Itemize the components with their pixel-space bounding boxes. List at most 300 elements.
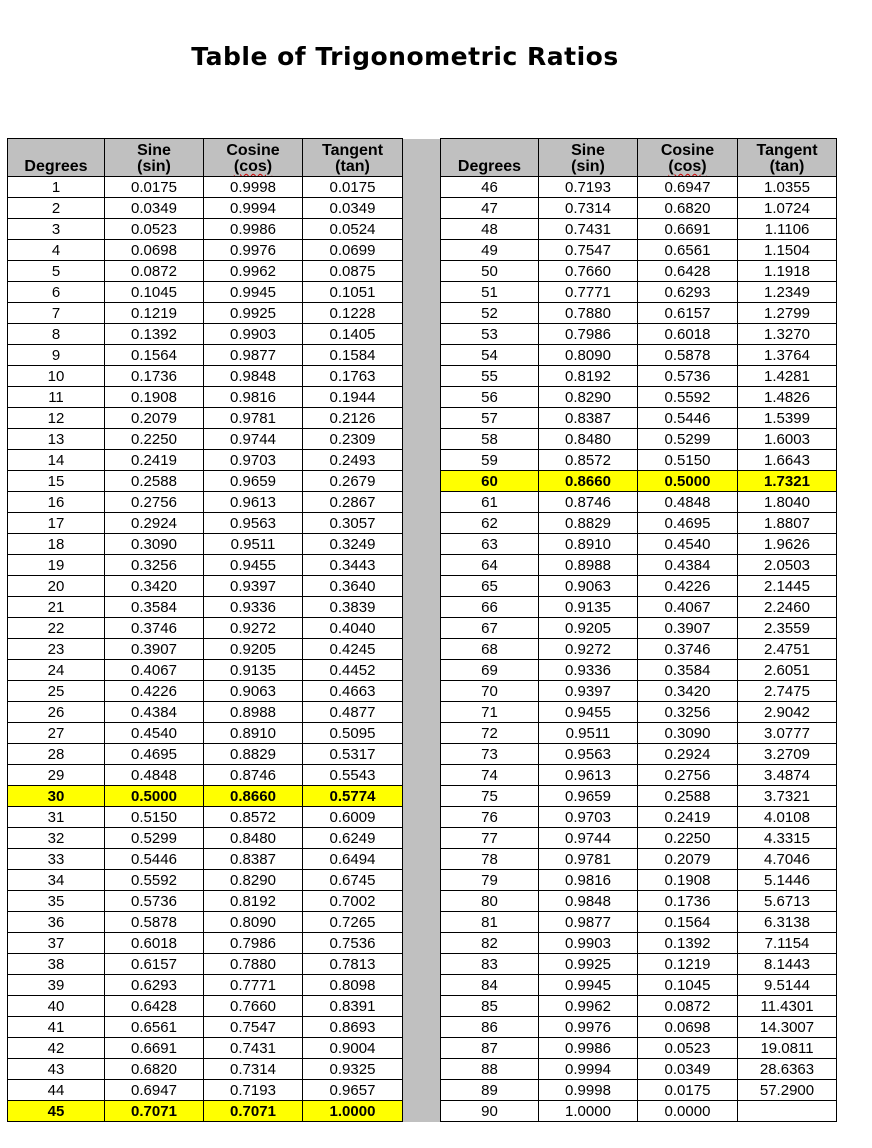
cell-degrees: 47 — [441, 198, 539, 219]
cell-cos: 0.9563 — [204, 513, 303, 534]
cell-sin: 0.9998 — [539, 1080, 638, 1101]
cell-sin: 0.0872 — [105, 261, 204, 282]
cell-sin: 0.1045 — [105, 282, 204, 303]
cell-cos: 0.9848 — [204, 366, 303, 387]
table-row — [8, 177, 837, 198]
cell-tan: 0.9325 — [303, 1059, 403, 1080]
column-separator — [403, 975, 441, 996]
cell-sin: 0.5446 — [105, 849, 204, 870]
cell-degrees: 32 — [8, 828, 105, 849]
cell-cos: 0.9744 — [204, 429, 303, 450]
cell-degrees: 54 — [441, 345, 539, 366]
column-separator — [403, 324, 441, 345]
cell-sin: 0.5736 — [105, 891, 204, 912]
cell-tan: 0.4245 — [303, 639, 403, 660]
column-separator — [403, 660, 441, 681]
table-row — [8, 828, 837, 849]
table-row — [8, 933, 837, 954]
column-separator — [403, 870, 441, 891]
cell-tan: 0.0699 — [303, 240, 403, 261]
table-row — [8, 1101, 837, 1122]
cell-cos: 0.5299 — [638, 429, 738, 450]
table-row — [8, 681, 837, 702]
cell-cos: 0.1045 — [638, 975, 738, 996]
cell-tan: 0.0175 — [303, 177, 403, 198]
column-separator — [403, 954, 441, 975]
table-row — [8, 324, 837, 345]
cell-sin: 0.9063 — [539, 576, 638, 597]
cell-cos: 0.0698 — [638, 1017, 738, 1038]
cell-cos: 0.8829 — [204, 744, 303, 765]
cell-cos: 0.9135 — [204, 660, 303, 681]
table-row — [8, 366, 837, 387]
table-row — [8, 513, 837, 534]
cell-degrees: 1 — [8, 177, 105, 198]
cell-cos: 0.2419 — [638, 807, 738, 828]
cell-cos: 0.7193 — [204, 1080, 303, 1101]
cell-tan: 0.4452 — [303, 660, 403, 681]
cell-tan: 5.6713 — [738, 891, 837, 912]
cell-degrees: 24 — [8, 660, 105, 681]
cell-cos: 0.1908 — [638, 870, 738, 891]
cell-degrees: 71 — [441, 702, 539, 723]
cell-degrees: 90 — [441, 1101, 539, 1122]
cell-sin: 0.8480 — [539, 429, 638, 450]
cell-sin: 0.1219 — [105, 303, 204, 324]
cell-degrees: 6 — [8, 282, 105, 303]
cell-degrees: 30 — [8, 786, 105, 807]
cell-sin: 0.0698 — [105, 240, 204, 261]
cell-tan: 3.0777 — [738, 723, 837, 744]
cell-tan: 0.8391 — [303, 996, 403, 1017]
column-separator — [403, 1017, 441, 1038]
cell-degrees: 35 — [8, 891, 105, 912]
table-row — [8, 870, 837, 891]
cell-tan: 0.1228 — [303, 303, 403, 324]
cell-sin: 0.9659 — [539, 786, 638, 807]
cell-degrees: 27 — [8, 723, 105, 744]
cell-degrees: 73 — [441, 744, 539, 765]
cell-degrees: 89 — [441, 1080, 539, 1101]
column-separator — [403, 345, 441, 366]
cell-tan: 11.4301 — [738, 996, 837, 1017]
column-separator — [403, 1101, 441, 1122]
cell-cos: 0.2924 — [638, 744, 738, 765]
cell-tan: 0.2309 — [303, 429, 403, 450]
column-separator — [403, 471, 441, 492]
cell-cos: 0.9903 — [204, 324, 303, 345]
cell-cos: 0.2756 — [638, 765, 738, 786]
cell-sin: 0.2756 — [105, 492, 204, 513]
cell-sin: 0.5878 — [105, 912, 204, 933]
cell-cos: 0.0175 — [638, 1080, 738, 1101]
cell-degrees: 51 — [441, 282, 539, 303]
cell-degrees: 57 — [441, 408, 539, 429]
cell-tan: 1.7321 — [738, 471, 837, 492]
trig-table — [7, 138, 837, 1122]
cell-tan: 0.2493 — [303, 450, 403, 471]
cell-cos: 0.9976 — [204, 240, 303, 261]
column-separator — [403, 240, 441, 261]
cell-tan: 2.1445 — [738, 576, 837, 597]
cell-degrees: 75 — [441, 786, 539, 807]
cell-sin: 0.3420 — [105, 576, 204, 597]
cell-tan: 5.1446 — [738, 870, 837, 891]
cell-cos: 0.3746 — [638, 639, 738, 660]
cell-cos: 0.8746 — [204, 765, 303, 786]
cell-sin: 0.6947 — [105, 1080, 204, 1101]
cell-sin: 0.9744 — [539, 828, 638, 849]
cell-tan: 0.2679 — [303, 471, 403, 492]
cell-degrees: 68 — [441, 639, 539, 660]
cell-tan: 14.3007 — [738, 1017, 837, 1038]
cell-cos: 0.9659 — [204, 471, 303, 492]
cell-degrees: 48 — [441, 219, 539, 240]
cell-degrees: 81 — [441, 912, 539, 933]
cell-tan: 0.1944 — [303, 387, 403, 408]
cell-cos: 0.7771 — [204, 975, 303, 996]
cell-cos: 0.9703 — [204, 450, 303, 471]
cell-cos: 0.0523 — [638, 1038, 738, 1059]
column-separator — [403, 450, 441, 471]
cell-degrees: 39 — [8, 975, 105, 996]
cell-degrees: 76 — [441, 807, 539, 828]
cell-cos: 0.6428 — [638, 261, 738, 282]
cell-sin: 0.2250 — [105, 429, 204, 450]
cell-tan: 2.4751 — [738, 639, 837, 660]
cell-tan: 0.1405 — [303, 324, 403, 345]
cell-tan: 0.5774 — [303, 786, 403, 807]
cell-cos: 0.3420 — [638, 681, 738, 702]
cell-tan: 3.2709 — [738, 744, 837, 765]
cell-sin: 0.8192 — [539, 366, 638, 387]
column-separator — [403, 177, 441, 198]
table-row — [8, 786, 837, 807]
cell-sin: 0.9397 — [539, 681, 638, 702]
cell-degrees: 26 — [8, 702, 105, 723]
cell-cos: 0.8290 — [204, 870, 303, 891]
table-row — [8, 765, 837, 786]
cell-sin: 0.3746 — [105, 618, 204, 639]
cell-degrees: 21 — [8, 597, 105, 618]
cell-degrees: 11 — [8, 387, 105, 408]
cell-cos: 0.9962 — [204, 261, 303, 282]
column-separator — [403, 702, 441, 723]
cell-cos: 0.7986 — [204, 933, 303, 954]
cell-cos: 0.9925 — [204, 303, 303, 324]
cell-degrees: 55 — [441, 366, 539, 387]
column-separator — [403, 1059, 441, 1080]
cell-degrees: 16 — [8, 492, 105, 513]
cell-degrees: 10 — [8, 366, 105, 387]
column-separator — [403, 555, 441, 576]
cell-cos: 0.0000 — [638, 1101, 738, 1122]
cell-cos: 0.6820 — [638, 198, 738, 219]
cell-tan: 0.5095 — [303, 723, 403, 744]
cell-sin: 0.9781 — [539, 849, 638, 870]
cell-tan: 0.6494 — [303, 849, 403, 870]
cell-tan: 2.7475 — [738, 681, 837, 702]
column-separator — [403, 765, 441, 786]
header-tangent-right: Tangent (tan) — [738, 139, 837, 177]
cell-tan: 1.0000 — [303, 1101, 403, 1122]
cell-cos: 0.6561 — [638, 240, 738, 261]
table-row — [8, 807, 837, 828]
cell-cos: 0.4226 — [638, 576, 738, 597]
cell-tan: 0.5543 — [303, 765, 403, 786]
cell-tan: 1.1918 — [738, 261, 837, 282]
cell-cos: 0.1564 — [638, 912, 738, 933]
cell-sin: 0.0175 — [105, 177, 204, 198]
column-separator — [403, 139, 441, 177]
table-row — [8, 597, 837, 618]
cell-sin: 0.6820 — [105, 1059, 204, 1080]
cell-tan: 28.6363 — [738, 1059, 837, 1080]
cell-cos: 0.8387 — [204, 849, 303, 870]
cell-tan: 0.7536 — [303, 933, 403, 954]
cell-cos: 0.6947 — [638, 177, 738, 198]
cell-cos: 0.1392 — [638, 933, 738, 954]
table-row — [8, 219, 837, 240]
cell-cos: 0.9945 — [204, 282, 303, 303]
cell-cos: 0.8988 — [204, 702, 303, 723]
cell-tan: 0.2126 — [303, 408, 403, 429]
cell-degrees: 56 — [441, 387, 539, 408]
cell-degrees: 42 — [8, 1038, 105, 1059]
cell-degrees: 14 — [8, 450, 105, 471]
cell-sin: 0.8290 — [539, 387, 638, 408]
cell-cos: 0.1219 — [638, 954, 738, 975]
cell-tan: 1.2799 — [738, 303, 837, 324]
table-row — [8, 198, 837, 219]
cell-cos: 0.5736 — [638, 366, 738, 387]
cell-cos: 0.9205 — [204, 639, 303, 660]
column-separator — [403, 303, 441, 324]
cell-cos: 0.9455 — [204, 555, 303, 576]
cell-cos: 0.9986 — [204, 219, 303, 240]
table-row — [8, 954, 837, 975]
cell-degrees: 69 — [441, 660, 539, 681]
cell-tan: 8.1443 — [738, 954, 837, 975]
cell-tan: 2.0503 — [738, 555, 837, 576]
cell-cos: 0.8910 — [204, 723, 303, 744]
cell-sin: 0.9272 — [539, 639, 638, 660]
cell-degrees: 25 — [8, 681, 105, 702]
cell-degrees: 84 — [441, 975, 539, 996]
cell-sin: 0.9986 — [539, 1038, 638, 1059]
cell-tan: 3.4874 — [738, 765, 837, 786]
table-row — [8, 996, 837, 1017]
cell-degrees: 37 — [8, 933, 105, 954]
cell-tan: 0.8693 — [303, 1017, 403, 1038]
cell-degrees: 58 — [441, 429, 539, 450]
cell-sin: 0.3584 — [105, 597, 204, 618]
column-separator — [403, 1080, 441, 1101]
cell-sin: 0.8829 — [539, 513, 638, 534]
cell-cos: 0.5000 — [638, 471, 738, 492]
cell-sin: 0.3090 — [105, 534, 204, 555]
cell-cos: 0.8090 — [204, 912, 303, 933]
cell-cos: 0.9998 — [204, 177, 303, 198]
cell-cos: 0.7880 — [204, 954, 303, 975]
cell-tan: 0.3249 — [303, 534, 403, 555]
cell-tan: 1.4281 — [738, 366, 837, 387]
cell-degrees: 67 — [441, 618, 539, 639]
cell-sin: 0.9135 — [539, 597, 638, 618]
table-body — [8, 177, 837, 1122]
column-separator — [403, 891, 441, 912]
cell-cos: 0.1736 — [638, 891, 738, 912]
cell-degrees: 52 — [441, 303, 539, 324]
cell-tan: 0.6745 — [303, 870, 403, 891]
cell-tan: 4.3315 — [738, 828, 837, 849]
cell-degrees: 62 — [441, 513, 539, 534]
cell-degrees: 9 — [8, 345, 105, 366]
cell-degrees: 34 — [8, 870, 105, 891]
cell-degrees: 19 — [8, 555, 105, 576]
column-separator — [403, 723, 441, 744]
cell-sin: 0.6691 — [105, 1038, 204, 1059]
header-sine-right: Sine (sin) — [539, 139, 638, 177]
cell-cos: 0.9994 — [204, 198, 303, 219]
cell-cos: 0.8480 — [204, 828, 303, 849]
cell-sin: 0.4067 — [105, 660, 204, 681]
cell-sin: 0.9205 — [539, 618, 638, 639]
cell-degrees: 3 — [8, 219, 105, 240]
cell-cos: 0.9613 — [204, 492, 303, 513]
cell-sin: 0.8988 — [539, 555, 638, 576]
column-separator — [403, 261, 441, 282]
cell-degrees: 12 — [8, 408, 105, 429]
column-separator — [403, 849, 441, 870]
cell-sin: 0.6293 — [105, 975, 204, 996]
cell-degrees: 7 — [8, 303, 105, 324]
cell-degrees: 64 — [441, 555, 539, 576]
cell-sin: 0.7986 — [539, 324, 638, 345]
cell-cos: 0.3256 — [638, 702, 738, 723]
header-cosine-left: Cosine (cos) — [204, 139, 303, 177]
cell-tan: 0.9004 — [303, 1038, 403, 1059]
table-row — [8, 408, 837, 429]
cell-tan: 1.3270 — [738, 324, 837, 345]
cell-degrees: 23 — [8, 639, 105, 660]
cell-sin: 0.9511 — [539, 723, 638, 744]
cell-sin: 1.0000 — [539, 1101, 638, 1122]
table-row — [8, 576, 837, 597]
cell-degrees: 8 — [8, 324, 105, 345]
cell-tan: 2.3559 — [738, 618, 837, 639]
column-separator — [403, 933, 441, 954]
table-row — [8, 345, 837, 366]
cell-degrees: 38 — [8, 954, 105, 975]
cell-tan: 0.0349 — [303, 198, 403, 219]
cell-sin: 0.9925 — [539, 954, 638, 975]
cell-tan: 57.2900 — [738, 1080, 837, 1101]
cell-tan: 9.5144 — [738, 975, 837, 996]
cell-cos: 0.7547 — [204, 1017, 303, 1038]
cell-degrees: 65 — [441, 576, 539, 597]
cell-tan: 0.4877 — [303, 702, 403, 723]
cell-degrees: 13 — [8, 429, 105, 450]
cell-tan: 1.0724 — [738, 198, 837, 219]
cell-sin: 0.9903 — [539, 933, 638, 954]
cell-sin: 0.3907 — [105, 639, 204, 660]
cell-sin: 0.4848 — [105, 765, 204, 786]
cell-sin: 0.9816 — [539, 870, 638, 891]
cell-cos: 0.6157 — [638, 303, 738, 324]
cell-cos: 0.9511 — [204, 534, 303, 555]
cell-cos: 0.7314 — [204, 1059, 303, 1080]
column-separator — [403, 408, 441, 429]
cell-tan: 0.8098 — [303, 975, 403, 996]
cell-sin: 0.1392 — [105, 324, 204, 345]
cell-sin: 0.6157 — [105, 954, 204, 975]
page-title: Table of Trigonometric Ratios — [191, 42, 619, 71]
column-separator — [403, 429, 441, 450]
cell-cos: 0.0349 — [638, 1059, 738, 1080]
cell-sin: 0.0349 — [105, 198, 204, 219]
table-row — [8, 891, 837, 912]
table-row — [8, 1059, 837, 1080]
cell-degrees: 88 — [441, 1059, 539, 1080]
cell-degrees: 17 — [8, 513, 105, 534]
cell-tan: 0.4663 — [303, 681, 403, 702]
table-row — [8, 429, 837, 450]
cell-sin: 0.8387 — [539, 408, 638, 429]
cell-degrees: 22 — [8, 618, 105, 639]
cell-sin: 0.4695 — [105, 744, 204, 765]
cell-cos: 0.6691 — [638, 219, 738, 240]
cell-cos: 0.5446 — [638, 408, 738, 429]
cell-tan: 2.2460 — [738, 597, 837, 618]
cell-tan: 2.9042 — [738, 702, 837, 723]
cell-sin: 0.5299 — [105, 828, 204, 849]
cell-sin: 0.1908 — [105, 387, 204, 408]
cell-cos: 0.4695 — [638, 513, 738, 534]
cell-cos: 0.4067 — [638, 597, 738, 618]
cell-tan: 0.9657 — [303, 1080, 403, 1101]
column-separator — [403, 744, 441, 765]
cell-tan: 0.0524 — [303, 219, 403, 240]
cell-cos: 0.5878 — [638, 345, 738, 366]
cell-sin: 0.8660 — [539, 471, 638, 492]
cell-tan: 1.6003 — [738, 429, 837, 450]
cell-cos: 0.8660 — [204, 786, 303, 807]
cell-degrees: 15 — [8, 471, 105, 492]
cell-tan: 1.0355 — [738, 177, 837, 198]
cell-cos: 0.4384 — [638, 555, 738, 576]
cell-sin: 0.8746 — [539, 492, 638, 513]
table-row — [8, 618, 837, 639]
table-row — [8, 555, 837, 576]
table-row — [8, 639, 837, 660]
cell-degrees: 85 — [441, 996, 539, 1017]
cell-degrees: 74 — [441, 765, 539, 786]
cell-sin: 0.5592 — [105, 870, 204, 891]
cell-degrees: 28 — [8, 744, 105, 765]
table-row — [8, 261, 837, 282]
cell-cos: 0.2250 — [638, 828, 738, 849]
cell-degrees: 72 — [441, 723, 539, 744]
cell-cos: 0.5592 — [638, 387, 738, 408]
column-separator — [403, 912, 441, 933]
cell-tan: 1.3764 — [738, 345, 837, 366]
column-separator — [403, 597, 441, 618]
cell-sin: 0.7314 — [539, 198, 638, 219]
cell-sin: 0.1736 — [105, 366, 204, 387]
table-row — [8, 450, 837, 471]
cell-sin: 0.4384 — [105, 702, 204, 723]
